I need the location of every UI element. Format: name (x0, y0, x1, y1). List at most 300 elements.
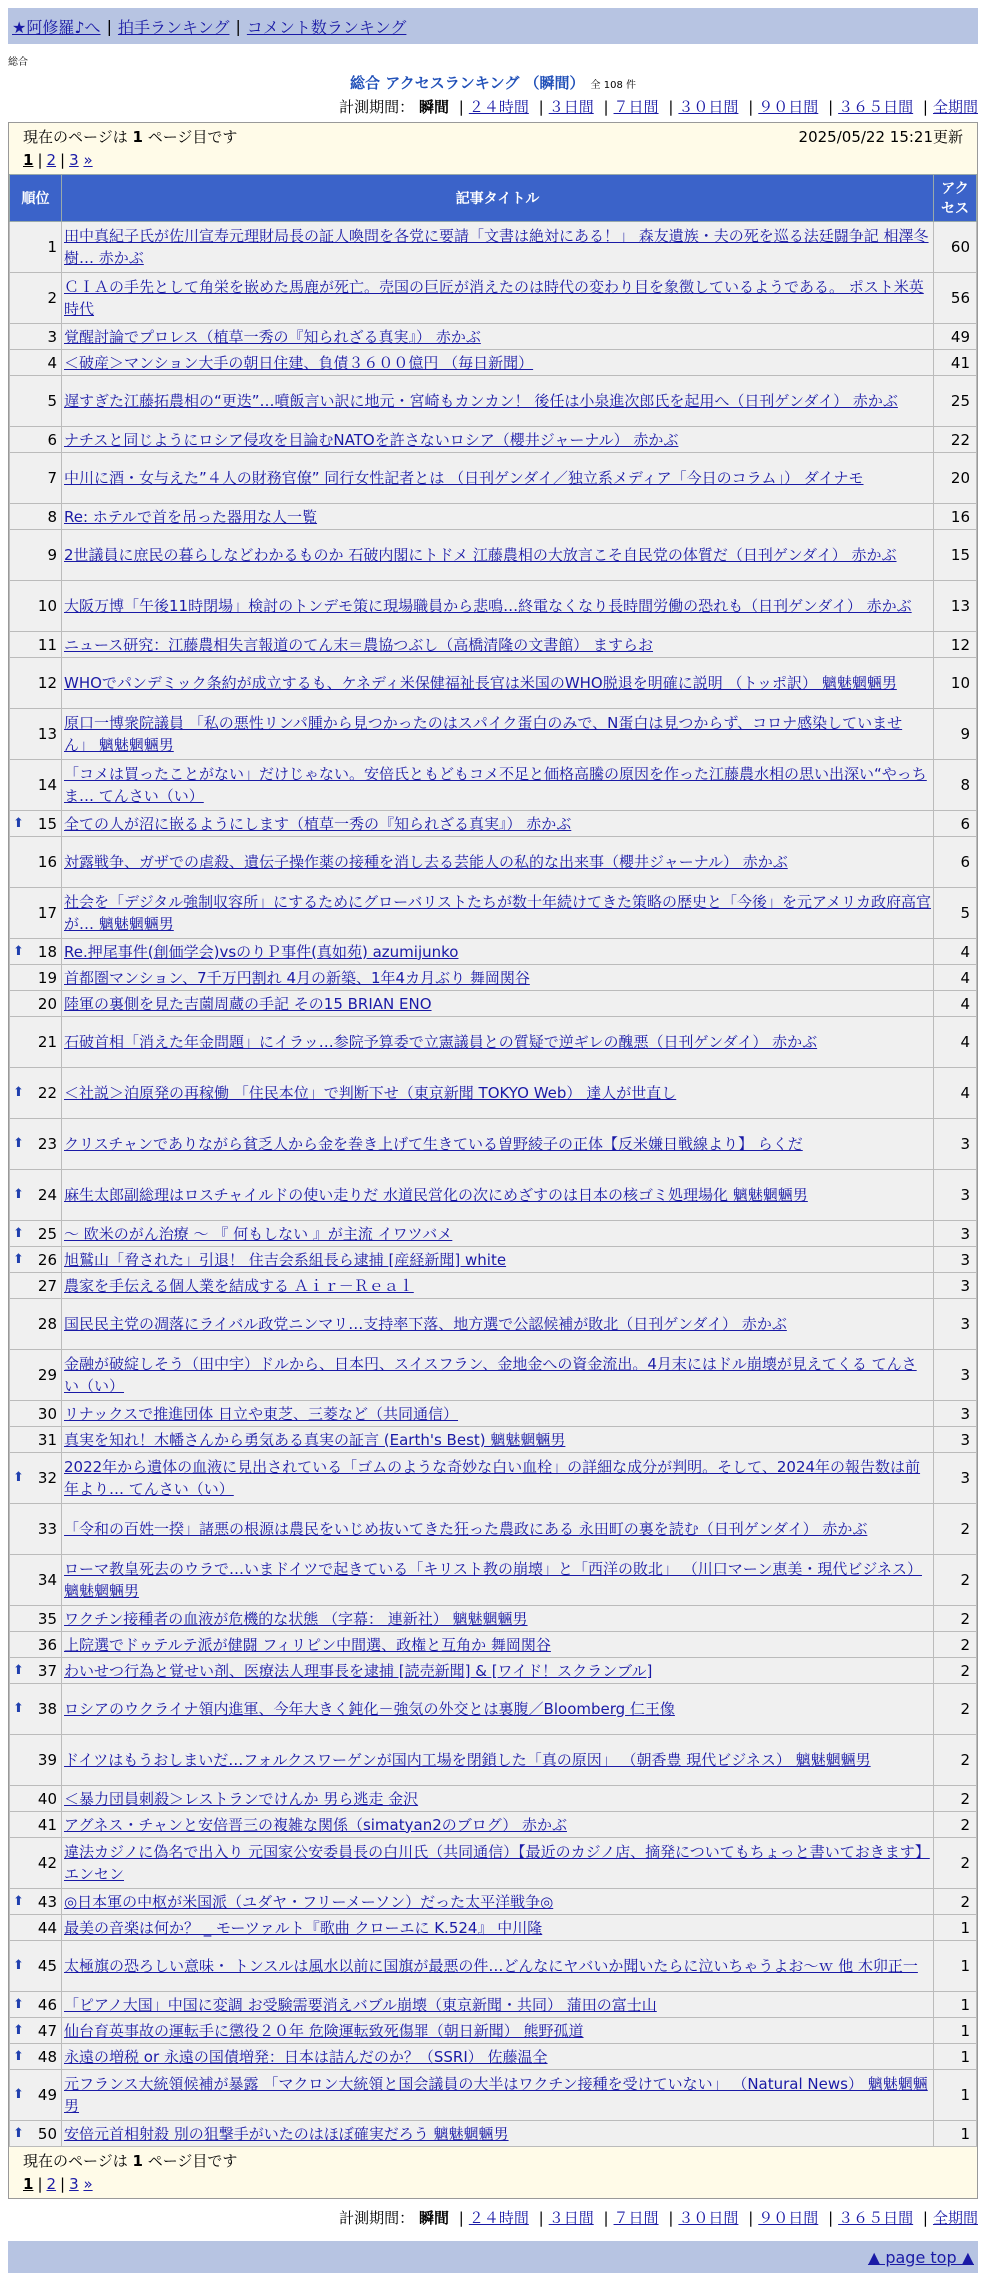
page-info-top (9, 123, 977, 174)
title-cell (62, 273, 934, 324)
rank-cell (10, 350, 62, 376)
rank-cell (10, 581, 62, 632)
article-link[interactable]: 覚醒討論でプロレス（植草一秀の『知られざる真実』） 赤かぶ (64, 327, 481, 346)
rank-number: 31 (37, 1430, 57, 1449)
rank-number: 48 (37, 2047, 57, 2066)
rank-cell (10, 888, 62, 939)
access-count: 4 (934, 939, 977, 965)
table-row (10, 811, 977, 837)
up-arrow-icon: ⬆ (13, 1085, 24, 1100)
article-link[interactable]: Re: ホテルで首を吊った器用な人一覧 (64, 507, 318, 526)
rank-cell (10, 2044, 62, 2070)
rank-number: 35 (37, 1609, 57, 1628)
period-label: 計測期間： (339, 98, 415, 116)
table-row (10, 530, 977, 581)
article-link[interactable]: ナチスと同じようにロシア侵攻を目論むNATOを許さないロシア（櫻井ジャーナル） 赤かぶ (64, 430, 679, 449)
article-link[interactable]: ＣＩＡの手先として角栄を嵌めた馬鹿が死亡。売国の巨匠が消えたのは時代の変わり目を象徴しているようである。 ポスト米英時代 (64, 278, 924, 318)
access-count: 4 (934, 1017, 977, 1068)
rank-number: 6 (47, 430, 57, 449)
rank-cell (10, 1401, 62, 1427)
access-count: 8 (934, 760, 977, 811)
article-link[interactable]: 国民民主党の凋落にライバル政党ニンマリ…支持率下落、地方選で公認候補が敗北（日刊ゲンダイ） 赤かぶ (64, 1315, 787, 1333)
article-link[interactable]: 全ての人が沼に嵌るようにします（植草一秀の『知られざる真実』） 赤かぶ (64, 814, 572, 833)
title-cell (62, 1299, 934, 1350)
article-link[interactable]: ニュース研究：江藤農相失言報道のてん末＝農協つぶし（高橋清隆の文書館） ますらお (64, 635, 654, 654)
rank-number: 8 (47, 507, 57, 526)
rank-number: 28 (37, 1315, 57, 1333)
pager-next[interactable]: » (83, 151, 93, 169)
period-30d[interactable]: ３０日間 (678, 2209, 739, 2227)
table-row (10, 965, 977, 991)
up-arrow-icon: ⬆ (13, 943, 24, 959)
table-row (10, 709, 977, 760)
up-arrow-icon: ⬆ (13, 1958, 24, 1973)
rank-cell (10, 1658, 62, 1684)
article-link[interactable]: 2022年から遺体の血液に見出されている「ゴムのような奇妙な白い血栓」の詳細な成分が判明。そして、2024年の報告数は前年より… てんさい（い） (64, 1458, 921, 1498)
table-row (10, 324, 977, 350)
rank-cell (10, 811, 62, 837)
pager-page-2[interactable]: 2 (46, 2175, 57, 2193)
access-count: 49 (934, 324, 977, 350)
title-cell (62, 1658, 934, 1684)
nav-separator: | (106, 16, 112, 36)
table-row (10, 1299, 977, 1350)
rank-cell (10, 2070, 62, 2121)
article-link[interactable]: 安倍元首相射殺 別の狙撃手がいたのはほぼ確実だろう 魑魅魍魎男 (64, 2124, 509, 2143)
category-label: 総合 (8, 57, 28, 68)
title-cell (62, 1273, 934, 1299)
article-link[interactable]: ロシアのウクライナ領内進軍、今年大きく鈍化－強気の外交とは裏腹／Bloomberg 仁王像 (64, 1700, 675, 1718)
rank-cell (10, 1119, 62, 1170)
access-count: 25 (934, 376, 977, 427)
table-row (10, 1658, 977, 1684)
title-cell (62, 324, 934, 350)
rank-cell (10, 1684, 62, 1735)
pager-page-3[interactable]: 3 (69, 2175, 79, 2193)
access-count: 3 (934, 1453, 977, 1504)
rank-number: 16 (37, 853, 57, 871)
access-count: 2 (934, 1786, 977, 1812)
table-row (10, 1119, 977, 1170)
nav-separator: | (235, 16, 241, 36)
title-cell (62, 1119, 934, 1170)
pager-current: 1 (23, 151, 34, 169)
period-90d[interactable]: ９０日間 (758, 2209, 819, 2227)
table-row (10, 1504, 977, 1555)
title-cell (62, 1504, 934, 1555)
article-link[interactable]: 最美の音楽は何か？ _ モーツァルト『歌曲 クローエに K.524』 中川隆 (64, 1918, 543, 1937)
article-link[interactable]: 田中真紀子氏が佐川宣寿元理財局長の証人喚問を各党に要請「文書は絶対にある！」 森友遺族・夫の死を巡る法廷闘争記 相澤冬樹… 赤かぶ (64, 227, 929, 267)
table-row (10, 1170, 977, 1221)
up-arrow-icon: ⬆ (13, 1187, 24, 1202)
table-row (10, 1606, 977, 1632)
rank-number: 32 (37, 1469, 57, 1487)
access-count: 9 (934, 709, 977, 760)
page-title-text: 総合 アクセスランキング （瞬間） (350, 74, 585, 92)
rank-cell (10, 709, 62, 760)
article-link[interactable]: 遅すぎた江藤拓農相の“更迭”…噴飯言い訳に地元・宮崎もカンカン！ 後任は小泉進次郎氏を起用へ（日刊ゲンダイ） 赤かぶ (64, 392, 898, 410)
access-count: 1 (934, 2121, 977, 2147)
article-link[interactable]: ◎日本軍の中枢が米国派（ユダヤ・フリーメーソン）だった太平洋戦争◎ (64, 1892, 554, 1911)
article-link[interactable]: クリスチャンでありながら貧乏人から金を巻き上げて生きている曽野綾子の正体【反米嫌日戦線より】 らくだ (64, 1135, 803, 1153)
table-row (10, 2121, 977, 2147)
article-link[interactable]: 原口一博衆院議員 「私の悪性リンパ腫から見つかったのはスパイク蛋白のみで、N蛋白は見つからず、コロナ感染していません」 魑魅魍魎男 (64, 714, 903, 754)
article-link[interactable]: 農家を手伝える個人業を結成する Ａｉｒ－Ｒｅａｌ (64, 1276, 414, 1295)
ranking-box (8, 122, 978, 2199)
table-row (10, 1068, 977, 1119)
period-24h[interactable]: ２４時間 (468, 2209, 529, 2227)
period-selector-bottom: 計測期間： 瞬間 | ２４時間 | ３日間 | ７日間 | ３０日間 | ９０日間 | ３６５日間 | 全期間 (339, 2209, 978, 2227)
access-count: 2 (934, 1632, 977, 1658)
access-count: 4 (934, 991, 977, 1017)
article-link[interactable]: 元フランス大統領候補が暴露 「マクロン大統領と国会議員の大半はワクチン接種を受けていない」 （Natural News） 魑魅魍魎男 (64, 2075, 928, 2115)
rank-cell (10, 504, 62, 530)
footer-bar (8, 2241, 978, 2273)
article-link[interactable]: ＜暴力団員刺殺＞レストランでけんか 男ら逃走 金沢 (64, 1789, 419, 1808)
rank-number: 41 (37, 1815, 57, 1834)
article-link[interactable]: 麻生太郎副総理はロスチャイルドの使い走りだ 水道民営化の次にめざすのは日本の核ゴミ処理場化 魑魅魍魎男 (64, 1186, 808, 1204)
table-row (10, 504, 977, 530)
up-arrow-icon: ⬆ (13, 2087, 24, 2102)
title-cell (62, 1786, 934, 1812)
col-rank: 順位 (10, 175, 62, 222)
title-cell (62, 811, 934, 837)
period-current: 瞬間 (418, 2209, 449, 2227)
title-cell (62, 888, 934, 939)
rank-number: 20 (37, 994, 57, 1013)
title-cell (62, 376, 934, 427)
article-link[interactable]: 旭鷲山「脅された」引退！ 住吉会系組長ら逮捕 [産経新聞] white (64, 1250, 507, 1269)
rank-cell (10, 453, 62, 504)
rank-cell (10, 1068, 62, 1119)
article-link[interactable]: 金融が破綻しそう（田中宇）ドルから、日本円、スイスフラン、金地金への資金流出。4月末にはドル崩壊が見えてくる てんさい（い） (64, 1355, 917, 1395)
rank-cell (10, 760, 62, 811)
title-cell (62, 658, 934, 709)
page-info-text: 現在のページは 1 ページ目です (23, 2152, 238, 2170)
period-all[interactable]: 全期間 (932, 2209, 978, 2227)
access-count: 6 (934, 837, 977, 888)
period-3d[interactable]: ３日間 (548, 2209, 594, 2227)
access-count: 1 (934, 2070, 977, 2121)
table-row (10, 1838, 977, 1889)
table-row (10, 1735, 977, 1786)
rank-number: 42 (37, 1854, 57, 1872)
rank-cell (10, 1735, 62, 1786)
access-count: 13 (934, 581, 977, 632)
table-row (10, 837, 977, 888)
rank-cell (10, 2121, 62, 2147)
title-cell (62, 1017, 934, 1068)
up-arrow-icon: ⬆ (13, 1470, 24, 1485)
period-selector-top: 計測期間： 瞬間 | ２４時間 | ３日間 | ７日間 | ３０日間 | ９０日間 | ３６５日間 | 全期間 (339, 98, 978, 116)
page-top-link[interactable]: ▲ page top ▲ (867, 2247, 974, 2267)
article-link[interactable]: 「令和の百姓一揆」諸悪の根源は農民をいじめ抜いてきた狂った農政にある 永田町の裏を読む（日刊ゲンダイ） 赤かぶ (64, 1520, 868, 1538)
rank-cell (10, 1453, 62, 1504)
article-link[interactable]: 上院選でドゥテルテ派が健闘 フィリピン中間選、政権と互角か 舞岡関谷 (64, 1635, 551, 1654)
title-cell (62, 1941, 934, 1992)
rank-cell (10, 1992, 62, 2018)
article-link[interactable]: ワクチン接種者の血液が危機的な状態 （字幕： 連新社） 魑魅魍魎男 (64, 1609, 528, 1628)
access-count: 56 (934, 273, 977, 324)
rank-number: 14 (37, 776, 57, 794)
rank-number: 19 (37, 968, 57, 987)
article-link[interactable]: 永遠の増税 or 永遠の国債増発：日本は詰んだのか？（SSRI） 佐藤温全 (64, 2047, 548, 2066)
access-count: 60 (934, 222, 977, 273)
access-count: 3 (934, 1273, 977, 1299)
table-row (10, 658, 977, 709)
article-link[interactable]: 石破首相「消えた年金問題」にイラッ…参院予算委で立憲議員との質疑で逆ギレの醜悪（日刊ゲンダイ） 赤かぶ (64, 1033, 818, 1051)
period-30d[interactable]: ３０日間 (678, 98, 739, 116)
up-arrow-icon: ⬆ (13, 1701, 24, 1716)
rank-number: 23 (37, 1135, 57, 1153)
rank-cell (10, 222, 62, 273)
period-90d[interactable]: ９０日間 (758, 98, 819, 116)
table-row (10, 1915, 977, 1941)
up-arrow-icon: ⬆ (13, 1251, 24, 1267)
rank-number: 47 (37, 2021, 57, 2040)
title-cell (62, 1350, 934, 1401)
rank-number: 49 (37, 2086, 57, 2104)
pager-next[interactable]: » (83, 2175, 93, 2193)
up-arrow-icon: ⬆ (13, 2125, 24, 2141)
rank-cell (10, 991, 62, 1017)
pager-page-2[interactable]: 2 (46, 151, 57, 169)
title-cell (62, 2121, 934, 2147)
rank-cell (10, 965, 62, 991)
article-link[interactable]: 対露戦争、ガザでの虐殺、遺伝子操作薬の接種を消し去る芸能人の私的な出来事（櫻井ジャーナル） 赤かぶ (64, 853, 788, 871)
title-cell (62, 1606, 934, 1632)
rank-cell (10, 273, 62, 324)
pager: 1 | 2 | 3 » (23, 2175, 93, 2193)
rank-cell (10, 1915, 62, 1941)
home-link[interactable]: ★阿修羅♪へ (12, 17, 101, 37)
rank-cell (10, 1555, 62, 1606)
rank-number: 2 (47, 289, 57, 307)
rank-number: 12 (37, 674, 57, 692)
table-row (10, 273, 977, 324)
rank-cell (10, 1273, 62, 1299)
table-row (10, 1632, 977, 1658)
title-cell (62, 1221, 934, 1247)
article-link[interactable]: 太極旗の恐ろしい意味・ トンスルは風水以前に国旗が最悪の件…どんなにヤバいか聞いたらに泣いちゃうよお～ｗ 他 木卯正一 (64, 1957, 918, 1975)
rank-number: 39 (37, 1751, 57, 1769)
table-row (10, 222, 977, 273)
rank-number: 36 (37, 1635, 57, 1654)
table-row (10, 1941, 977, 1992)
table-row (10, 1017, 977, 1068)
pager-page-3[interactable]: 3 (69, 151, 79, 169)
title-cell (62, 1684, 934, 1735)
article-link[interactable]: リナックスで推進団体 日立や東芝、三菱など（共同通信） (64, 1404, 459, 1423)
top-nav (8, 8, 978, 44)
table-row (10, 1786, 977, 1812)
table-row (10, 1453, 977, 1504)
article-link[interactable]: 違法カジノに偽名で出入り 元国家公安委員長の白川氏（共同通信）【最近のカジノ店、摘発についてもちょっと書いておきます】 エンセン (64, 1843, 930, 1883)
article-link[interactable]: ＜社説＞泊原発の再稼働 「住民本位」で判断下せ（東京新聞 TOKYO Web） 達人が世直し (64, 1084, 677, 1102)
rank-number: 33 (37, 1520, 57, 1538)
rank-cell (10, 939, 62, 965)
comment-ranking-link[interactable]: コメント数ランキング (246, 17, 407, 37)
rank-number: 37 (37, 1661, 57, 1680)
table-row (10, 376, 977, 427)
article-link[interactable]: ローマ教皇死去のウラで…いまドイツで起きている「キリスト教の崩壊」と「西洋の敗北」 （川口マーン恵美・現代ビジネス） 魑魅魍魎男 (64, 1560, 922, 1600)
title-cell (62, 581, 934, 632)
article-link[interactable]: アグネス・チャンと安倍晋三の複雑な関係（simatyan2のブログ） 赤かぶ (64, 1815, 567, 1834)
up-arrow-icon: ⬆ (13, 1893, 24, 1909)
article-link[interactable]: 仙台育英事故の運転手に懲役２０年 危険運転致死傷罪（朝日新聞） 熊野孤道 (64, 2021, 584, 2040)
title-cell (62, 939, 934, 965)
access-count: 2 (934, 1555, 977, 1606)
article-link[interactable]: 社会を「デジタル強制収容所」にするためにグローバリストたちが数十年続けてきた策略の歴史と「今後」を元アメリカ政府高官が… 魑魅魍魎男 (64, 893, 932, 933)
article-link[interactable]: 首都圏マンション、7千万円割れ 4月の新築、1年4カ月ぶり 舞岡関谷 (64, 968, 530, 987)
rank-number: 34 (37, 1571, 57, 1589)
access-count: 22 (934, 427, 977, 453)
article-link[interactable]: ～ 欧米のがん治療 ～ 『 何もしない 』が主流 イワツバメ (64, 1224, 453, 1243)
table-row (10, 760, 977, 811)
access-count: 16 (934, 504, 977, 530)
table-row (10, 888, 977, 939)
rank-number: 3 (47, 327, 57, 346)
period-365d[interactable]: ３６５日間 (838, 2209, 914, 2227)
period-24h[interactable]: ２４時間 (468, 98, 529, 116)
access-count: 3 (934, 1350, 977, 1401)
title-cell (62, 2018, 934, 2044)
title-cell (62, 1068, 934, 1119)
access-count: 41 (934, 350, 977, 376)
rank-number: 17 (37, 904, 57, 922)
title-cell (62, 760, 934, 811)
table-row (10, 427, 977, 453)
access-count: 1 (934, 2018, 977, 2044)
article-link[interactable]: ドイツはもうおしまいだ…フォルクスワーゲンが国内工場を閉鎖した「真の原因」 （朝香豊 現代ビジネス） 魑魅魍魎男 (64, 1751, 871, 1769)
title-cell (62, 1735, 934, 1786)
article-link[interactable]: 真実を知れ！木幡さんから勇気ある真実の証言 (Earth's Best) 魑魅魍魎男 (64, 1430, 566, 1449)
access-count: 2 (934, 1606, 977, 1632)
rank-cell (10, 1606, 62, 1632)
rank-cell (10, 658, 62, 709)
table-row (10, 1221, 977, 1247)
title-cell (62, 350, 934, 376)
title-cell (62, 632, 934, 658)
article-link[interactable]: Re.押尾事件(創価学会)vsのりＰ事件(真如苑) azumijunko (64, 942, 459, 961)
rank-number: 9 (47, 546, 57, 564)
access-count: 1 (934, 1915, 977, 1941)
access-count: 2 (934, 1658, 977, 1684)
rank-number: 50 (37, 2124, 57, 2143)
rank-number: 40 (37, 1789, 57, 1808)
access-count: 6 (934, 811, 977, 837)
pager-current: 1 (23, 2175, 34, 2193)
rank-number: 22 (37, 1084, 57, 1102)
page-info-text: 現在のページは 1 ページ目です (23, 128, 238, 146)
access-count: 2 (934, 1889, 977, 1915)
up-arrow-icon: ⬆ (13, 815, 24, 831)
rank-number: 29 (37, 1366, 57, 1384)
rank-cell (10, 1838, 62, 1889)
page-info-bottom (9, 2147, 977, 2198)
access-count: 4 (934, 1068, 977, 1119)
article-link[interactable]: WHOでパンデミック条約が成立するも、ケネディ米保健福祉長官は米国のWHO脱退を明確に説明 （トッポ訳） 魑魅魍魎男 (64, 674, 897, 692)
table-row (10, 453, 977, 504)
period-3d[interactable]: ３日間 (548, 98, 594, 116)
rank-number: 43 (37, 1892, 57, 1911)
table-row (10, 1273, 977, 1299)
period-365d[interactable]: ３６５日間 (838, 98, 914, 116)
rank-cell (10, 1632, 62, 1658)
up-arrow-icon: ⬆ (13, 1225, 24, 1241)
table-row (10, 350, 977, 376)
rank-cell (10, 530, 62, 581)
pager: 1 | 2 | 3 » (23, 151, 93, 169)
title-cell (62, 1401, 934, 1427)
rank-cell (10, 1017, 62, 1068)
title-cell (62, 837, 934, 888)
rank-number: 4 (47, 353, 57, 372)
article-link[interactable]: ＜破産＞マンション大手の朝日住建、負債３６００億円 （毎日新聞） (64, 353, 534, 372)
up-arrow-icon: ⬆ (13, 1136, 24, 1151)
table-row (10, 2018, 977, 2044)
table-row (10, 581, 977, 632)
clap-ranking-link[interactable]: 拍手ランキング (117, 17, 230, 37)
access-count: 5 (934, 888, 977, 939)
access-count: 3 (934, 1170, 977, 1221)
title-cell (62, 1915, 934, 1941)
access-count: 4 (934, 965, 977, 991)
rank-cell (10, 1221, 62, 1247)
rank-cell (10, 376, 62, 427)
up-arrow-icon: ⬆ (13, 2048, 24, 2064)
up-arrow-icon: ⬆ (13, 1996, 24, 2012)
table-row (10, 1350, 977, 1401)
up-arrow-icon: ⬆ (13, 1662, 24, 1678)
rank-number: 30 (37, 1404, 57, 1423)
article-link[interactable]: 陸軍の裏側を見た吉薗周蔵の手記 その15 BRIAN ENO (64, 994, 432, 1013)
table-row (10, 1247, 977, 1273)
updated-timestamp: 2025/05/22 15:21更新 (798, 128, 963, 146)
period-label: 計測期間： (339, 2209, 415, 2227)
rank-number: 25 (37, 1224, 57, 1243)
period-7d[interactable]: ７日間 (613, 2209, 659, 2227)
col-access: アクセス (934, 175, 977, 222)
table-row (10, 1812, 977, 1838)
access-count: 2 (934, 1684, 977, 1735)
rank-cell (10, 632, 62, 658)
article-link[interactable]: 「ピアノ大国」中国に変調 お受験需要消えバブル崩壊（東京新聞・共同） 蒲田の富士山 (64, 1995, 657, 2014)
table-row (10, 632, 977, 658)
title-cell (62, 453, 934, 504)
rank-cell (10, 1786, 62, 1812)
title-cell (62, 1992, 934, 2018)
rank-cell (10, 324, 62, 350)
table-row (10, 991, 977, 1017)
article-link[interactable]: 大阪万博「午後11時閉場」検討のトンデモ策に現場職員から悲鳴…終電なくなり長時間労働の恐れも（日刊ゲンダイ） 赤かぶ (64, 597, 912, 615)
article-link[interactable]: わいせつ行為と覚せい剤、医療法人理事長を逮捕 [読売新聞] & [ワイド！スクランブル] (64, 1661, 653, 1680)
title-cell (62, 1453, 934, 1504)
article-link[interactable]: 2世議員に庶民の暮らしなどわかるものか 石破内閣にトドメ 江藤農相の大放言こそ自民党の体質だ（日刊ゲンダイ） 赤かぶ (64, 546, 897, 564)
article-link[interactable]: 「コメは買ったことがない」だけじゃない。安倍氏ともどもコメ不足と価格高騰の原因を作った江藤農水相の思い出深い“やっちま… てんさい（い） (64, 765, 927, 805)
title-cell (62, 1632, 934, 1658)
article-link[interactable]: 中川に酒・女与えた”４人の財務官僚” 同行女性記者とは （日刊ゲンダイ／独立系メディア「今日のコラム」） ダイナモ (64, 469, 864, 487)
rank-cell (10, 1350, 62, 1401)
access-count: 12 (934, 632, 977, 658)
rank-cell (10, 1889, 62, 1915)
rank-number: 10 (37, 597, 57, 615)
col-title: 記事タイトル (62, 175, 934, 222)
period-7d[interactable]: ７日間 (613, 98, 659, 116)
page-title (0, 72, 986, 94)
title-cell (62, 709, 934, 760)
period-all[interactable]: 全期間 (932, 98, 978, 116)
